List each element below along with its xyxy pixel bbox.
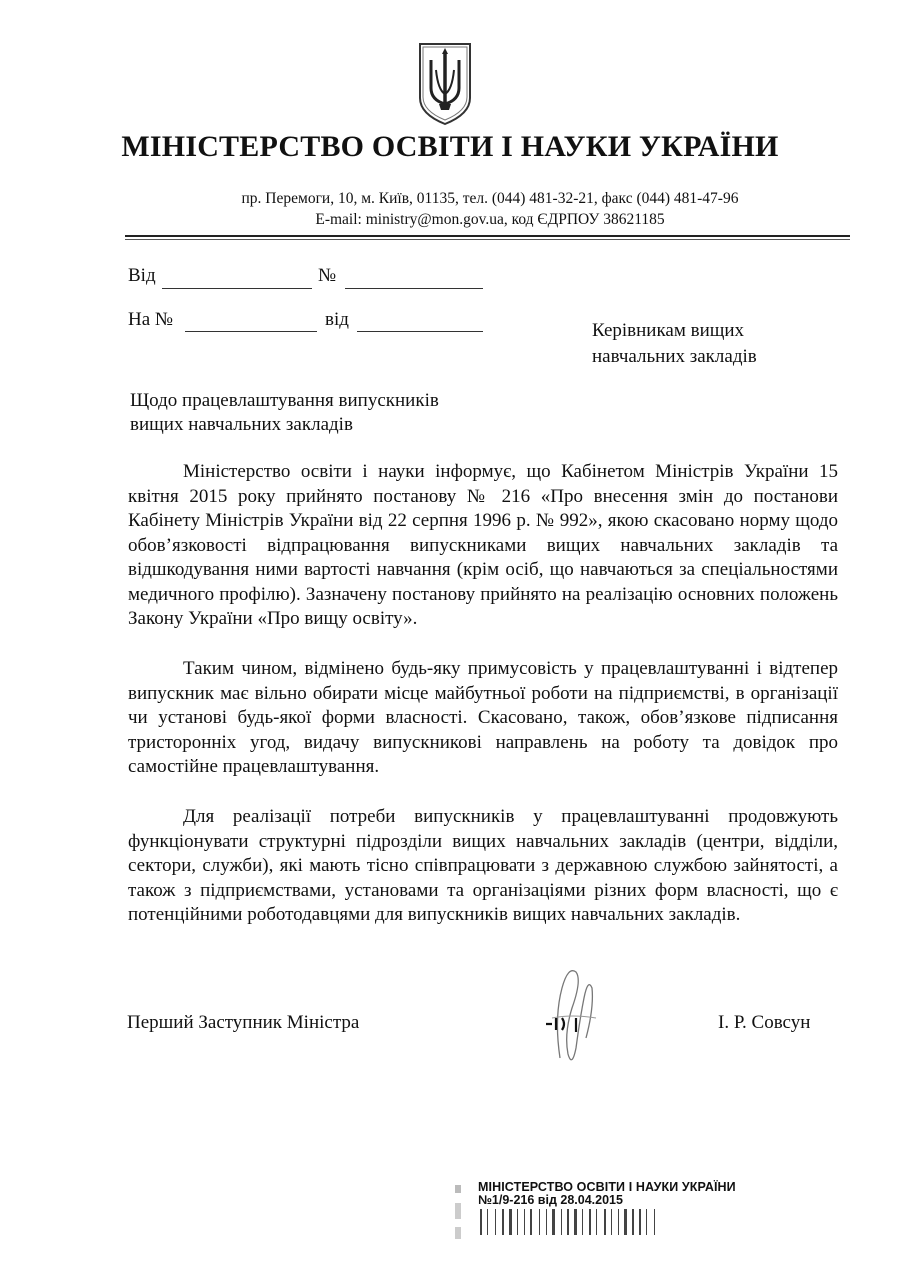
ministry-contacts: E-mail: ministry@mon.gov.ua, код ЄДРПОУ 38621185 bbox=[315, 211, 665, 228]
header-divider bbox=[125, 235, 850, 241]
registration-number: №1/9-216 від 28.04.2015 bbox=[478, 1193, 623, 1207]
trident-emblem-icon bbox=[414, 40, 476, 126]
registration-stamp-title: МІНІСТЕРСТВО ОСВІТИ І НАУКИ УКРАЇНИ bbox=[478, 1180, 736, 1194]
body-paragraph: Для реалізації потреби випускників у працевлаштуванні продовжують функціонувати структурні підрозділи вищих навчальних закладів (центри, відділи, сектори, служби), які мають тісно співпрацювати з державною службою зайнятості, а також з підприємствами, установами та організаціями різних форм власності, що є потенційними роботодавцями для випускників вищих навчальних закладів. bbox=[128, 806, 838, 925]
recipient-block: Керівникам вищих навчальних закладів bbox=[592, 320, 757, 367]
ministry-address: пр. Перемоги, 10, м. Київ, 01135, тел. (044) 481-32-21, факс (044) 481-47-96 bbox=[241, 190, 739, 207]
letter-subject: Щодо працевлаштування випускників вищих навчальних закладів bbox=[130, 390, 439, 435]
from-label: Від bbox=[128, 265, 156, 286]
signer-title: Перший Заступник Міністра bbox=[127, 1012, 360, 1033]
reference-date-blank-line bbox=[357, 330, 483, 332]
ministry-title: МІНІСТЕРСТВО ОСВІТИ І НАУКИ УКРАЇНИ bbox=[121, 130, 779, 163]
body-paragraph: Таким чином, відмінено будь-яку примусовість у працевлаштуванні і відтепер випускник має вільно обирати місце майбутньої роботи на підприємстві, в організації чи установі будь-якої форми власності. Скасовано, також, обов’язкове підписання тристоронніх угод, видачу випускникові направлень на роботу та довідок про самостійне працевлаштування. bbox=[128, 658, 838, 777]
reference-date-label: від bbox=[325, 309, 349, 330]
body-paragraph: Міністерство освіти і науки інформує, що Кабінетом Міністрів України 15 квітня 2015 року прийнято постанову № 216 «Про внесення змін до постанови Кабінету Міністрів України від 22 серпня 1996 р. № 992», якою скасовано норму щодо обов’язковості відпрацювання випускниками вищих навчальних закладів та відшкодування ними вартості навчання (крім осіб, що навчаються за спеціальностями медичного профілю). Зазначену постанову прийнято на реалізацію основних положень Закону України «Про вищу освіту». bbox=[128, 461, 838, 629]
reference-number-label: На № bbox=[128, 309, 174, 330]
number-label: № bbox=[318, 265, 337, 286]
date-blank-line bbox=[162, 287, 312, 289]
handwritten-signature-icon bbox=[532, 958, 612, 1078]
signer-name: І. Р. Совсун bbox=[718, 1012, 811, 1033]
reference-number-blank-line bbox=[185, 330, 317, 332]
barcode-icon bbox=[478, 1209, 728, 1235]
number-blank-line bbox=[345, 287, 483, 289]
registration-side-mark-icon bbox=[452, 1183, 466, 1243]
